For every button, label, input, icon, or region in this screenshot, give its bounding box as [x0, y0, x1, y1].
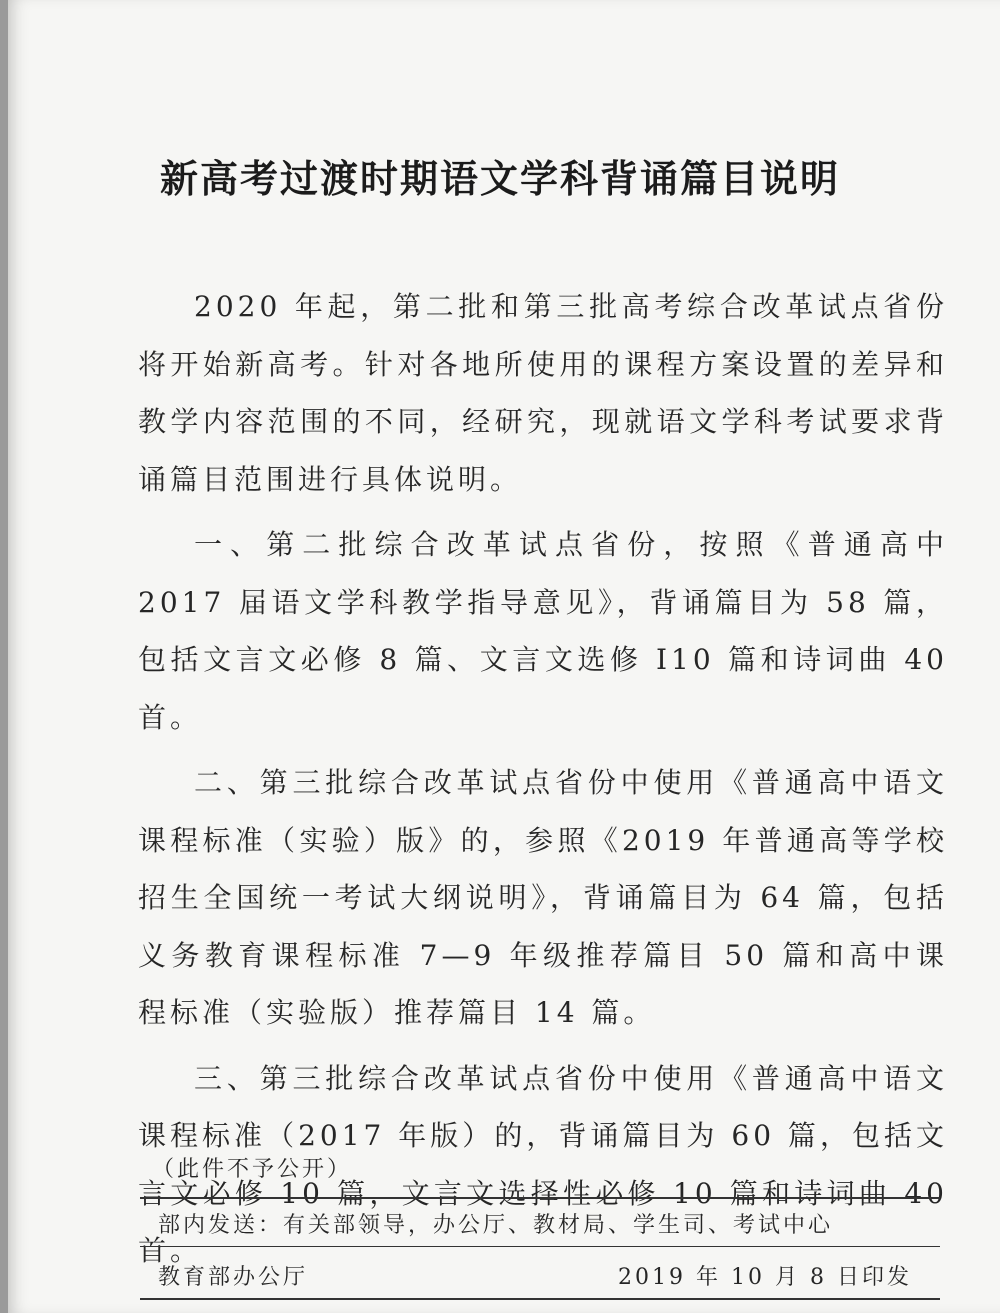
document-body — [138, 278, 948, 1280]
footer-rule-top — [140, 1197, 940, 1199]
paragraph-item-2: 二、第三批综合改革试点省份中使用《普通高中语文课程标准（实验）版》的，参照《2019 年普通高等学校招生全国统一考试大纲说明》，背诵篇目为 64 篇，包括义务教育课程标准 7—9 年级推荐篇目 50 篇和高中课程标准（实验版）推荐篇目 14 篇。 — [138, 766, 948, 1029]
print-date: 2019 年 10 月 8 日印发 — [618, 1265, 912, 1290]
paragraph-intro: 2020 年起，第二批和第三批高考综合改革试点省份将开始新高考。针对各地所使用的课程方案设置的差异和教学内容范围的不同，经研究，现就语文学科考试要求背诵篇目范围进行具体说明。 — [138, 290, 948, 496]
document-title: 新高考过渡时期语文学科背诵篇目说明 — [159, 157, 840, 201]
confidentiality-note: （此件不予公开） — [152, 1157, 353, 1182]
footer-rule-bottom — [140, 1298, 940, 1300]
paragraph-item-3: 三、第三批综合改革试点省份中使用《普通高中语文课程标准（2017 年版）的，背诵篇目为 60 篇，包括文言文必修 10 篇，文言文选择性必修 10 篇和诗词曲 40 首。 — [138, 1061, 948, 1267]
distribution-list: 部内发送：有关部领导，办公厅、教材局、学生司、考试中心 — [158, 1213, 834, 1238]
paragraph-item-1: 一、第二批综合改革试点省份，按照《普通高中 2017 届语文学科教学指导意见》，背诵篇目为 58 篇，包括文言文必修 8 篇、文言文选修 I10 篇和诗词曲 40 首。 — [138, 528, 948, 734]
issuing-office: 教育部办公厅 — [158, 1265, 309, 1290]
footer-rule-middle — [140, 1246, 940, 1247]
